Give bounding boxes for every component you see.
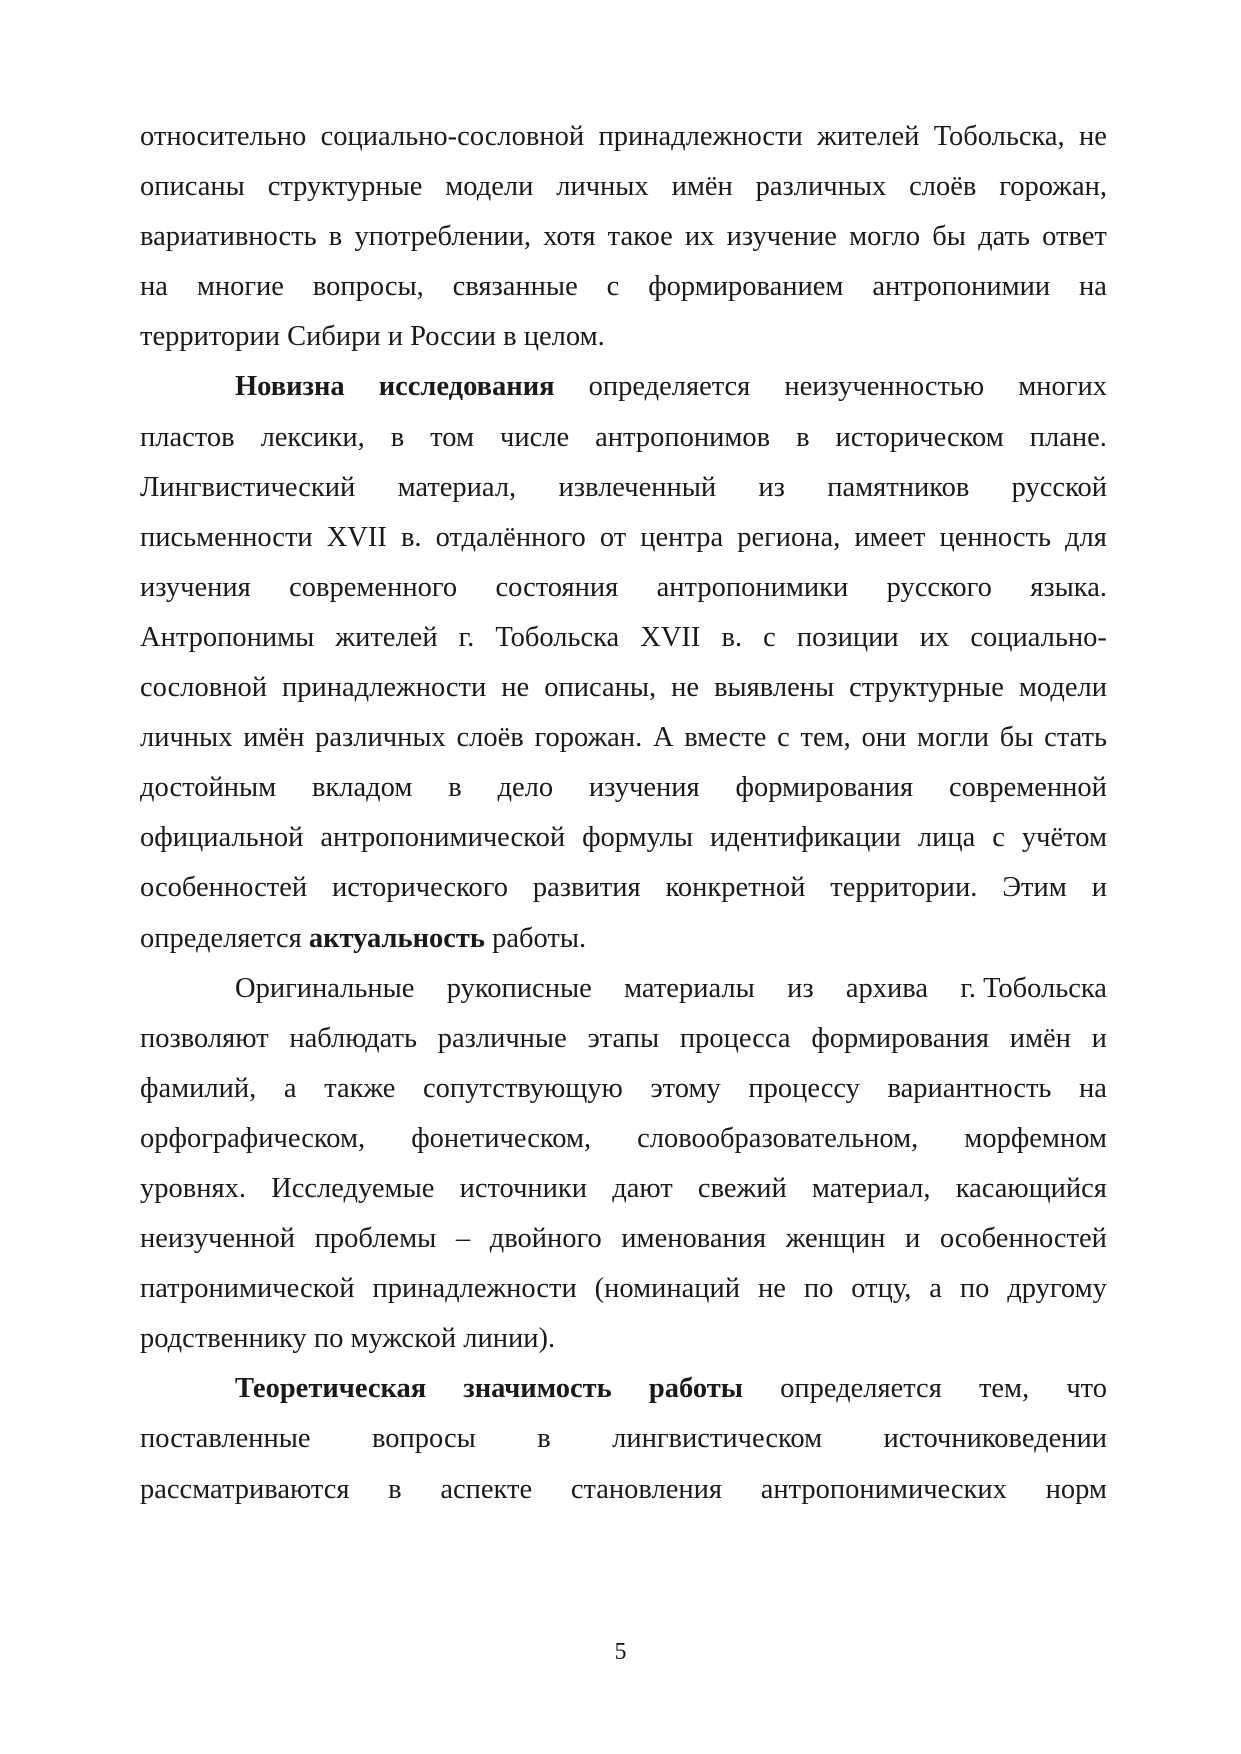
- word: А: [652, 722, 674, 754]
- word: современного: [289, 571, 458, 603]
- word: в: [537, 1423, 551, 1455]
- text-line: [140, 813, 1107, 863]
- word: патронимической: [140, 1273, 355, 1305]
- word: родственнику: [140, 1323, 307, 1355]
- word: исторического: [332, 872, 508, 904]
- text-line: [140, 1214, 1107, 1264]
- word: такое: [607, 221, 673, 253]
- text-line: [140, 463, 1107, 513]
- word: и: [387, 321, 403, 353]
- word: личных: [556, 171, 649, 203]
- word: Сибири: [287, 321, 381, 353]
- word: XVII: [640, 621, 701, 653]
- text-line: [140, 863, 1107, 913]
- word: антропонимии: [872, 271, 1051, 303]
- bold-word: Новизна: [235, 371, 345, 403]
- word: бы: [999, 722, 1034, 754]
- word: территории.: [830, 872, 978, 904]
- text-line: [140, 613, 1107, 663]
- text-line: [140, 563, 1107, 613]
- word: ответ: [1042, 221, 1107, 253]
- word: дают: [612, 1172, 673, 1204]
- word: ценность: [939, 521, 1051, 553]
- bold-word: исследования: [378, 371, 555, 403]
- word: дать: [978, 221, 1030, 253]
- word: многие: [196, 271, 284, 303]
- text-line: [140, 513, 1107, 563]
- word: развития: [532, 872, 641, 904]
- text-line: [140, 362, 1107, 412]
- text-line: [140, 713, 1107, 763]
- word: архива: [845, 972, 929, 1004]
- text-line: [140, 413, 1107, 463]
- word: мужской: [350, 1323, 457, 1355]
- word: этому: [650, 1072, 721, 1104]
- word: процесса: [679, 1022, 791, 1054]
- word: орфографическом,: [140, 1122, 366, 1154]
- word: в.: [400, 521, 422, 553]
- word: описаны: [140, 171, 245, 203]
- word: и: [1091, 872, 1107, 904]
- word: пластов: [140, 421, 235, 453]
- word: изучение: [726, 221, 837, 253]
- word: отцу,: [851, 1273, 912, 1305]
- word: (номинаций: [594, 1273, 741, 1305]
- word: по: [803, 1273, 834, 1305]
- text-line: [140, 964, 1107, 1014]
- word: фамилий,: [140, 1072, 257, 1104]
- word: числе: [500, 421, 570, 453]
- bold-word: работы: [648, 1373, 743, 1405]
- word: Исследуемые: [271, 1172, 435, 1204]
- word: официальной: [140, 822, 304, 854]
- word: и: [904, 1223, 921, 1255]
- word: структурные: [267, 171, 423, 203]
- word: дело: [497, 772, 554, 804]
- word: позиции: [796, 621, 899, 653]
- word: модели: [445, 171, 534, 203]
- word: проблемы: [314, 1223, 437, 1255]
- word: от: [599, 521, 627, 553]
- word: вкладом: [311, 772, 413, 804]
- word: рассматриваются: [140, 1473, 350, 1505]
- word: имён: [1009, 1022, 1071, 1054]
- word: норм: [1045, 1473, 1107, 1505]
- word: линии).: [463, 1323, 556, 1355]
- word: антропонимических: [760, 1473, 1007, 1505]
- word: словообразовательном,: [637, 1122, 919, 1154]
- word: для: [1065, 521, 1107, 553]
- word: относительно: [140, 121, 307, 152]
- word: Антропонимы: [140, 621, 315, 653]
- word: что: [1066, 1373, 1107, 1405]
- word: свежий: [697, 1172, 787, 1204]
- word: учётом: [1021, 822, 1107, 854]
- word: на: [1079, 271, 1107, 303]
- page-number: 5: [614, 1639, 627, 1665]
- text-line: [140, 1364, 1107, 1414]
- text-line: [140, 262, 1107, 312]
- word: могло: [849, 221, 921, 253]
- word: а: [929, 1273, 942, 1305]
- word: лингвистическом: [612, 1423, 823, 1455]
- word: изучения: [140, 571, 251, 603]
- word: с: [763, 621, 776, 653]
- word: они: [861, 722, 907, 754]
- document-body: [140, 112, 1107, 1515]
- word: не: [671, 672, 700, 704]
- word: различных: [315, 722, 446, 754]
- word: в: [796, 421, 810, 453]
- word: антропонимики: [656, 571, 849, 603]
- text-line: [140, 312, 1107, 362]
- word: на: [140, 271, 168, 303]
- word: по: [313, 1323, 344, 1355]
- word: в: [448, 772, 462, 804]
- word: слоёв: [456, 722, 524, 754]
- word: не: [501, 672, 530, 704]
- text-line: [140, 1114, 1107, 1164]
- word: идентификации: [710, 822, 901, 854]
- word: Оригинальные: [235, 972, 415, 1004]
- word: стать: [1044, 722, 1107, 754]
- word: также: [324, 1072, 396, 1104]
- word: касающийся: [955, 1172, 1107, 1204]
- word: региона,: [737, 521, 841, 553]
- word: различные: [437, 1022, 567, 1054]
- word: определяется: [588, 371, 751, 403]
- word: тем,: [978, 1373, 1030, 1405]
- word: определяется: [780, 1373, 942, 1405]
- word: тем,: [800, 722, 851, 754]
- word: антропонимов: [595, 421, 771, 453]
- text-line: [140, 1465, 1107, 1515]
- word: многих: [1018, 371, 1107, 403]
- word: сословной: [140, 672, 267, 704]
- word: позволяют: [140, 1022, 269, 1054]
- word: модели: [1018, 672, 1107, 704]
- word: историческом: [835, 421, 1004, 453]
- word: именования: [621, 1223, 767, 1255]
- word: состояния: [495, 571, 619, 603]
- word: вместе: [684, 722, 767, 754]
- word: а: [283, 1072, 297, 1104]
- word: социально-сословной: [320, 121, 585, 152]
- word: имеет: [854, 521, 926, 553]
- word: становления: [570, 1473, 722, 1505]
- text-line: [140, 162, 1107, 212]
- word: вопросы,: [312, 271, 424, 303]
- text-line: [140, 1264, 1107, 1314]
- word: аспекте: [440, 1473, 533, 1505]
- word: языка.: [1030, 571, 1107, 603]
- word: в: [388, 1473, 402, 1505]
- word: имён: [671, 171, 733, 203]
- word: территории: [140, 321, 280, 353]
- word: Тобольска: [495, 621, 620, 653]
- word: работы.: [492, 922, 587, 954]
- word: с: [992, 822, 1005, 854]
- word: слоёв: [909, 171, 977, 203]
- word: неизученностью: [784, 371, 985, 403]
- text-line: [140, 212, 1107, 262]
- word: г.: [458, 621, 475, 653]
- word: русской: [1011, 471, 1107, 503]
- word: материалы: [624, 972, 755, 1004]
- word: материал,: [811, 1172, 931, 1204]
- word: лексики,: [260, 421, 365, 453]
- word: Этим: [1002, 872, 1067, 904]
- word: их: [684, 221, 715, 253]
- word: формированием: [648, 271, 844, 303]
- word: извлеченный: [558, 471, 717, 503]
- word: Лингвистический: [140, 471, 356, 503]
- word: принадлежности: [372, 1273, 577, 1305]
- word: не: [757, 1273, 786, 1305]
- word: могли: [917, 722, 990, 754]
- word: личных: [140, 722, 233, 754]
- word: фонетическом,: [411, 1122, 592, 1154]
- word: принадлежности: [598, 121, 803, 152]
- text-line: [140, 1014, 1107, 1064]
- word: сопутствующую: [423, 1072, 623, 1104]
- word: антропонимической: [320, 822, 566, 854]
- word: в: [503, 321, 517, 353]
- word: из: [758, 471, 785, 503]
- word: структурные: [849, 672, 1004, 704]
- word: в: [328, 221, 343, 253]
- word: источники: [459, 1172, 588, 1204]
- word: материал,: [397, 471, 517, 503]
- word: этапы: [587, 1022, 660, 1054]
- word: горожан.: [534, 722, 643, 754]
- word: г. Тобольска: [960, 972, 1107, 1004]
- text-line: [140, 1164, 1107, 1214]
- word: с: [777, 722, 790, 754]
- word: женщин: [785, 1223, 886, 1255]
- word: уровнях.: [140, 1172, 246, 1204]
- word: горожан,: [999, 171, 1107, 203]
- word: формирования: [735, 772, 914, 804]
- word: процессу: [748, 1072, 860, 1104]
- word: наблюдать: [289, 1022, 417, 1054]
- word: описаны,: [544, 672, 657, 704]
- word: –: [455, 1223, 471, 1255]
- word: их: [919, 621, 950, 653]
- word: XVII: [326, 521, 387, 553]
- word: изучения: [588, 772, 700, 804]
- word: целом.: [523, 321, 605, 353]
- word: хотя: [543, 221, 596, 253]
- word: в: [390, 421, 405, 453]
- text-line: [140, 914, 1107, 964]
- word: отдалённого: [435, 521, 586, 553]
- word: плане.: [1029, 421, 1107, 453]
- text-line: [140, 1414, 1107, 1464]
- word: жителей: [335, 621, 438, 653]
- word: центра: [640, 521, 724, 553]
- word: достойным: [140, 772, 277, 804]
- word: письменности: [140, 521, 313, 553]
- word: жителей: [817, 121, 920, 152]
- word: выявлены: [714, 672, 835, 704]
- word: с: [606, 271, 620, 303]
- word: формирования: [811, 1022, 989, 1054]
- text-line: [140, 763, 1107, 813]
- word: вариантность: [887, 1072, 1052, 1104]
- word: лица: [917, 822, 976, 854]
- word: другому: [1007, 1273, 1107, 1305]
- word: особенностей: [939, 1223, 1107, 1255]
- word: двойного: [489, 1223, 602, 1255]
- word: памятников: [827, 471, 970, 503]
- word: поставленные: [140, 1423, 311, 1455]
- word: современной: [948, 772, 1107, 804]
- word: и: [1091, 1022, 1107, 1054]
- text-line: [140, 1064, 1107, 1114]
- bold-word: актуальность: [308, 922, 485, 954]
- word: морфемном: [964, 1122, 1107, 1154]
- word: вариативность: [140, 221, 317, 253]
- word: различных: [755, 171, 887, 203]
- word: из: [787, 972, 814, 1004]
- word: определяется: [140, 922, 302, 954]
- word: принадлежности: [281, 672, 487, 704]
- word: России: [410, 321, 497, 353]
- word: не: [1079, 121, 1107, 152]
- bold-word: значимость: [463, 1373, 612, 1405]
- text-line: [140, 112, 1107, 162]
- word: Тобольска,: [933, 121, 1065, 152]
- bold-word: Теоретическая: [235, 1373, 427, 1405]
- word: особенностей: [140, 872, 308, 904]
- text-line: [140, 663, 1107, 713]
- word: в.: [721, 621, 743, 653]
- word: конкретной: [665, 872, 806, 904]
- word: связанные: [452, 271, 578, 303]
- word: источниковедении: [883, 1423, 1107, 1455]
- word: вопросы: [372, 1423, 476, 1455]
- word: имён: [243, 722, 305, 754]
- word: по: [959, 1273, 990, 1305]
- word: на: [1079, 1072, 1107, 1104]
- word: неизученной: [140, 1223, 296, 1255]
- word: русского: [886, 571, 992, 603]
- word: социально-: [970, 621, 1107, 653]
- text-line: [140, 1314, 1107, 1364]
- word: употреблении,: [354, 221, 532, 253]
- word: бы: [932, 221, 966, 253]
- word: том: [430, 421, 474, 453]
- word: рукописные: [446, 972, 592, 1004]
- word: формулы: [582, 822, 694, 854]
